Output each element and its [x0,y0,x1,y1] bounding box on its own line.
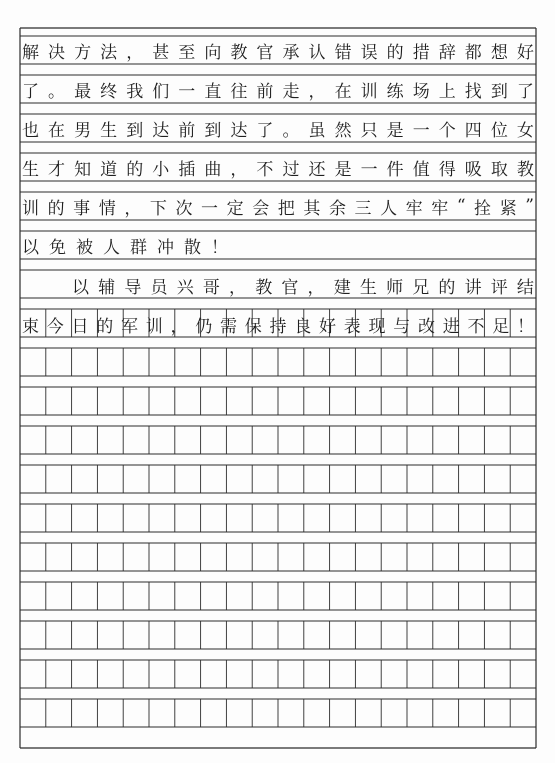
text-line-4: 生 才 知 道 的 小 插 曲 ， 不 过 还 是 一 件 值 得 吸 取 教 [22,159,534,180]
text-line-5: 训 的 事 情 ， 下 次 一 定 会 把 其 余 三 人 牢 牢 “ 拴 紧 ” [22,196,534,219]
text-line-1: 解 决 方 法 ， 甚 至 向 教 官 承 认 错 误 的 措 辞 都 想 好 [22,42,534,63]
text-line-2: 了 。 最 终 我 们 一 直 往 前 走 ， 在 训 练 场 上 找 到 了 [22,81,534,102]
text-line-3: 也 在 男 生 到 达 前 到 达 了 。 虽 然 只 是 一 个 四 位 女 [22,120,534,141]
text-line-6: 以 免 被 人 群 冲 散 ！ [22,237,228,258]
text-line-7: 以 辅 导 员 兴 哥 ， 教 官 ， 建 生 师 兄 的 讲 评 结 [72,277,534,298]
text-line-8: 束 今 日 的 军 训 ， 仍 需 保 持 良 好 表 现 与 改 进 不 足 ！ [22,316,534,337]
